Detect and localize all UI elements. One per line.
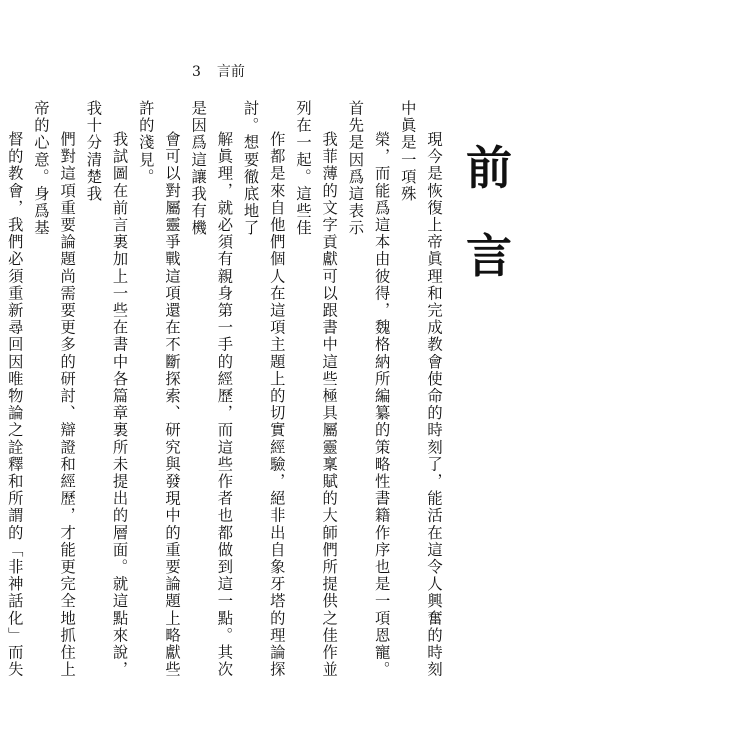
text-line: 解眞理，就必須有親身第一手的經歷，而這些作者也都做到這一點。其次是因爲這讓我有機 bbox=[189, 100, 234, 678]
text-line: 會可以對屬靈爭戰這項還在不斷探索、研究與發現中的重要論題上略獻些許的淺見。 bbox=[136, 100, 181, 678]
text-line: 現今是恢復上帝眞理和完成教會使命的時刻了，能活在這令人興奮的時刻中眞是一項殊 bbox=[398, 100, 443, 678]
body-text bbox=[5, 100, 447, 690]
page-number: 3 bbox=[192, 64, 201, 80]
chapter-title-char: 言 bbox=[466, 229, 512, 283]
running-title: 言前 bbox=[216, 64, 245, 80]
text-line: 作都是來自他們個人在這項主題上的切實經驗，絕非出自象牙塔的理論探討。想要徹底地了 bbox=[241, 100, 286, 678]
chapter-title-char: 前 bbox=[466, 141, 512, 195]
running-header bbox=[192, 64, 245, 80]
paragraph bbox=[0, 100, 133, 690]
text-line: 榮，而能爲這本由彼得，魏格納所編纂的策略性書籍作序也是一項恩寵。首先是因爲這表示 bbox=[346, 100, 391, 678]
chapter-title bbox=[459, 141, 519, 283]
text-line: 們對這項重要論題尚需要更多的研討、辯證和經歷，才能更完全地抓住上帝的心意。身爲基 bbox=[31, 100, 77, 678]
text-line: 督的教會，我們必須重新尋回因唯物論之詮釋和所謂的「非神話化」而失 bbox=[5, 130, 24, 678]
paragraph bbox=[133, 100, 447, 690]
text-line: 我菲薄的文字貢獻可以跟書中這些極具屬靈稟賦的大師們所提供之佳作並列在一起。這些佳 bbox=[293, 100, 339, 678]
text-line: 我試圖在前言裏加上一些在書中各篇章裏所未提出的層面。就這點來說，我十分清楚我 bbox=[84, 100, 129, 678]
